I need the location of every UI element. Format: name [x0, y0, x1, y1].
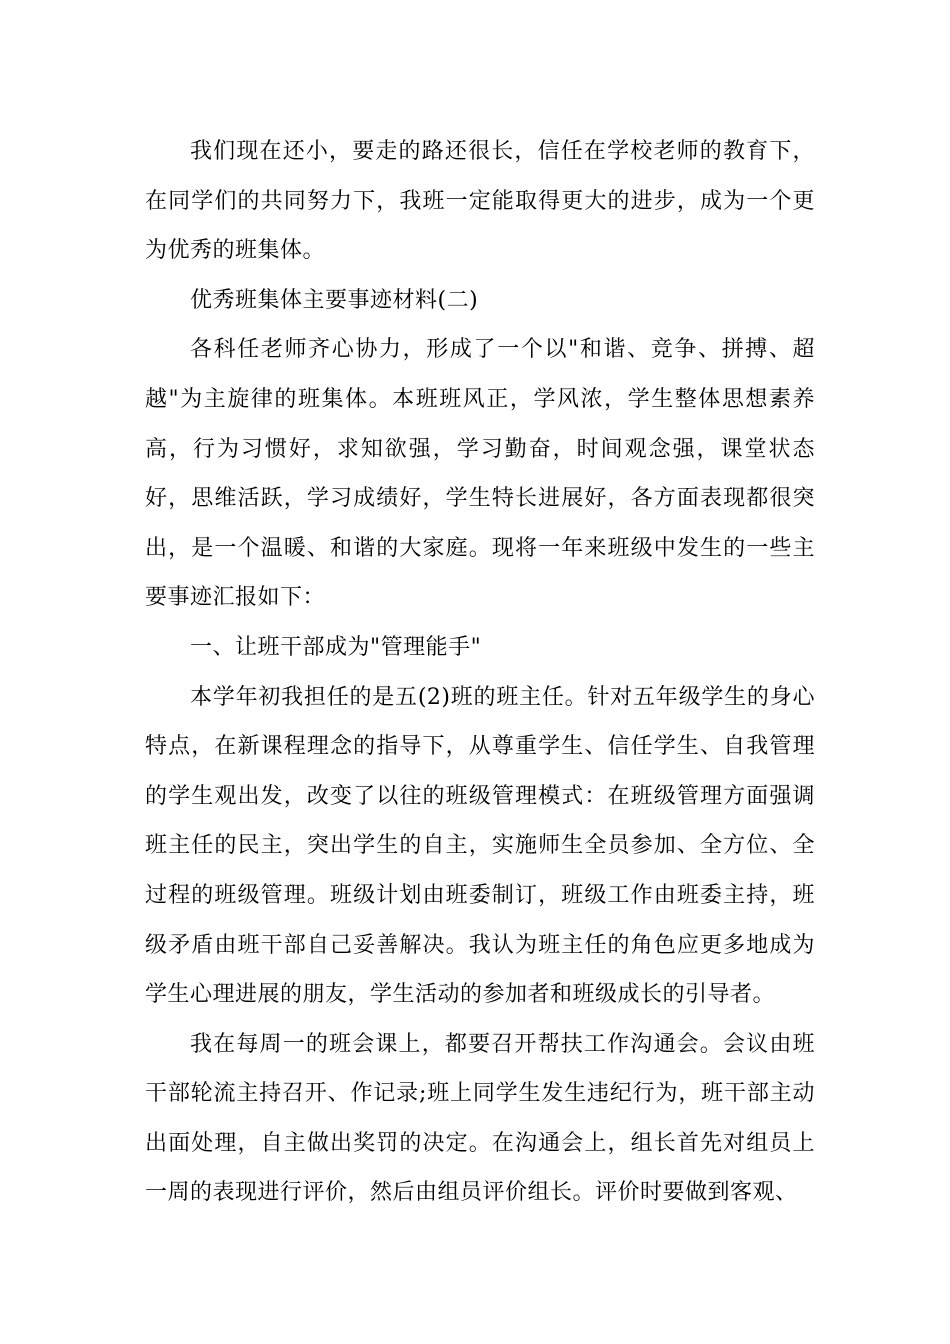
section-title: 优秀班集体主要事迹材料(二) — [190, 287, 479, 313]
paragraph-body: 本学年初我担任的是五(2)班的班主任。针对五年级学生的身心特点，在新课程理念的指导下，从尊重学生、信任学生、自我管理的学生观出发，改变了以往的班级管理模式：在班级管理方面强调班主任的民主，突出学生的自主，实施师生全员参加、全方位、全过程的班级管理。班级计划由班委制订，班级工作由班委主持，班级矛盾由班干部自己妥善解决。我认为班主任的角色应更多地成为学生心理进展的朋友，学生活动的参加者和班级成长的引导者。 — [145, 684, 815, 1008]
paragraph-closing: 我们现在还小，要走的路还很长，信任在学校老师的教育下，在同学们的共同努力下，我班一定能取得更大的进步，成为一个更为优秀的班集体。 — [145, 139, 815, 264]
paragraph-intro: 各科任老师齐心协力，形成了一个以"和谐、竞争、拼搏、超越"为主旋律的班集体。本班班风正，学风浓，学生整体思想素养高，行为习惯好，求知欲强，学习勤奋，时间观念强，课堂状态好，思维活跃，学习成绩好，学生特长进展好，各方面表现都很突出，是一个温暖、和谐的大家庭。现将一年来班级中发生的一些主要事迹汇报如下： — [145, 337, 815, 611]
subsection-heading: 一、让班干部成为"管理能手" — [190, 634, 482, 660]
paragraph-body: 我在每周一的班会课上，都要召开帮扶工作沟通会。会议由班干部轮流主持召开、作记录;班上同学生发生违纪行为，班干部主动出面处理，自主做出奖罚的决定。在沟通会上，组长首先对组员上一周的表现进行评价，然后由组员评价组长。评价时要做到客观、 — [145, 1031, 815, 1206]
document-body — [145, 127, 815, 1218]
